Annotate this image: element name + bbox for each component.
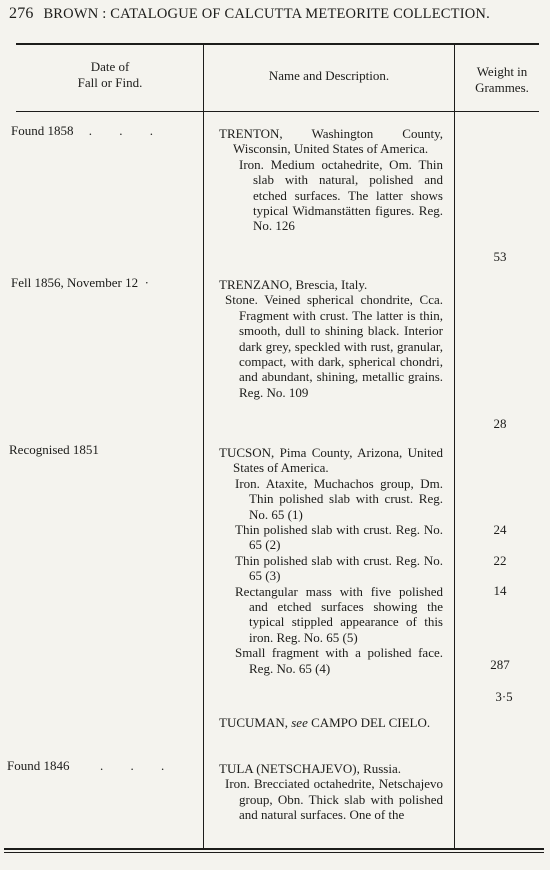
entry-title: TRENZANO, Brescia, Italy. [219,277,368,292]
date-text: Recognised 1851 [9,442,99,457]
tucson-item-3: Thin polished slab with crust. Reg. No. 65 (3) [235,552,443,584]
weight-header-line1: Weight in [476,64,528,79]
date-column-header [20,59,200,91]
date-trenzano: Fell 1856, November 12 · [11,275,149,290]
weight-column-header [458,64,546,96]
top-rule [16,43,539,45]
see-reference: see [291,715,308,730]
weight-header-line2: Grammes. [475,80,529,95]
weight-trenzano: 28 [493,416,507,431]
bottom-rule [4,848,544,850]
entry-title [205,715,443,730]
tucson-item-4: Small fragment with a polished face. Reg. No. 65 (4) [235,645,443,676]
entry-description: Iron. Brecciated octahedrite, Netschajevo group, Obn. Thick slab with polished and natural surfaces. One of the [225,776,443,823]
tucson-item-2: Thin polished slab with crust. Reg. No. 65 (2) [235,522,443,553]
running-header [9,5,490,23]
column-divider-left [203,43,204,848]
bottom-rule-thin [4,852,544,853]
entry-tucuman [205,715,443,730]
cross-reference-target: CAMPO DEL CIELO. [311,715,431,730]
date-text: Found 1858 [11,123,74,138]
header-rule [16,111,539,112]
entry-description: Iron. Medium octahedrite, Om. Thin slab with natural, polished and etched surfaces. The latter shows typical Widmanstätten figures. Reg. No. 126 [239,156,443,234]
weight-tucson-3: 14 [493,583,507,598]
name-column-header [205,68,453,84]
entry-tucson [205,445,443,676]
weight-tucson-4: 3·5 [495,689,513,704]
date-tucson [9,442,99,458]
date-tula: Found 1846 . . . [7,758,177,773]
weight-tucson-2: 22 [493,553,507,568]
weight-tucson-5: 287 [490,657,510,672]
weight-tucson-1: 24 [493,522,507,537]
tucson-item-5: Rectangular mass with five polished and etched surfaces showing the typical stippled appearance of this iron. Reg. No. 65 (5) [235,583,443,645]
entry-tula [205,761,443,823]
page-number: 276 [9,5,34,22]
tucson-item-1: Iron. Ataxite, Muchachos group, Dm. Thin polished slab with crust. Reg. No. 65 (1) [235,475,443,522]
column-divider-right [454,43,455,848]
date-text: Fell 1856, November 12 [11,275,139,290]
tucuman-name: TUCUMAN, [219,715,288,730]
date-header-line2: Fall or Find. [77,75,143,90]
entry-description: Stone. Veined spherical chondrite, Cca. Fragment with crust. The latter is thin, smooth, dull to shining black. Interior dark grey, speckled with rust, granular, compact, with dark, spherical chondri, and abundant, shining, metallic grains. Reg. No. 109 [225,292,443,400]
entry-trenton [205,126,443,234]
entry-title: TUCSON, Pima County, Arizona, United States of America. [219,445,443,476]
entry-title: TULA (NETSCHAJEVO), Russia. [219,761,401,776]
entry-title: TRENTON, Washington County, Wisconsin, United States of America. [219,126,443,157]
date-trenton: Found 1858 . . . [11,123,165,138]
name-header-text: Name and Description. [268,68,390,83]
running-title: BROWN : CATALOGUE OF CALCUTTA METEORITE COLLECTION. [43,6,490,22]
date-text: Found 1846 [7,758,70,773]
entry-trenzano [205,277,443,400]
date-header-line1: Date of [90,59,130,74]
weight-trenton: 53 [493,249,507,264]
